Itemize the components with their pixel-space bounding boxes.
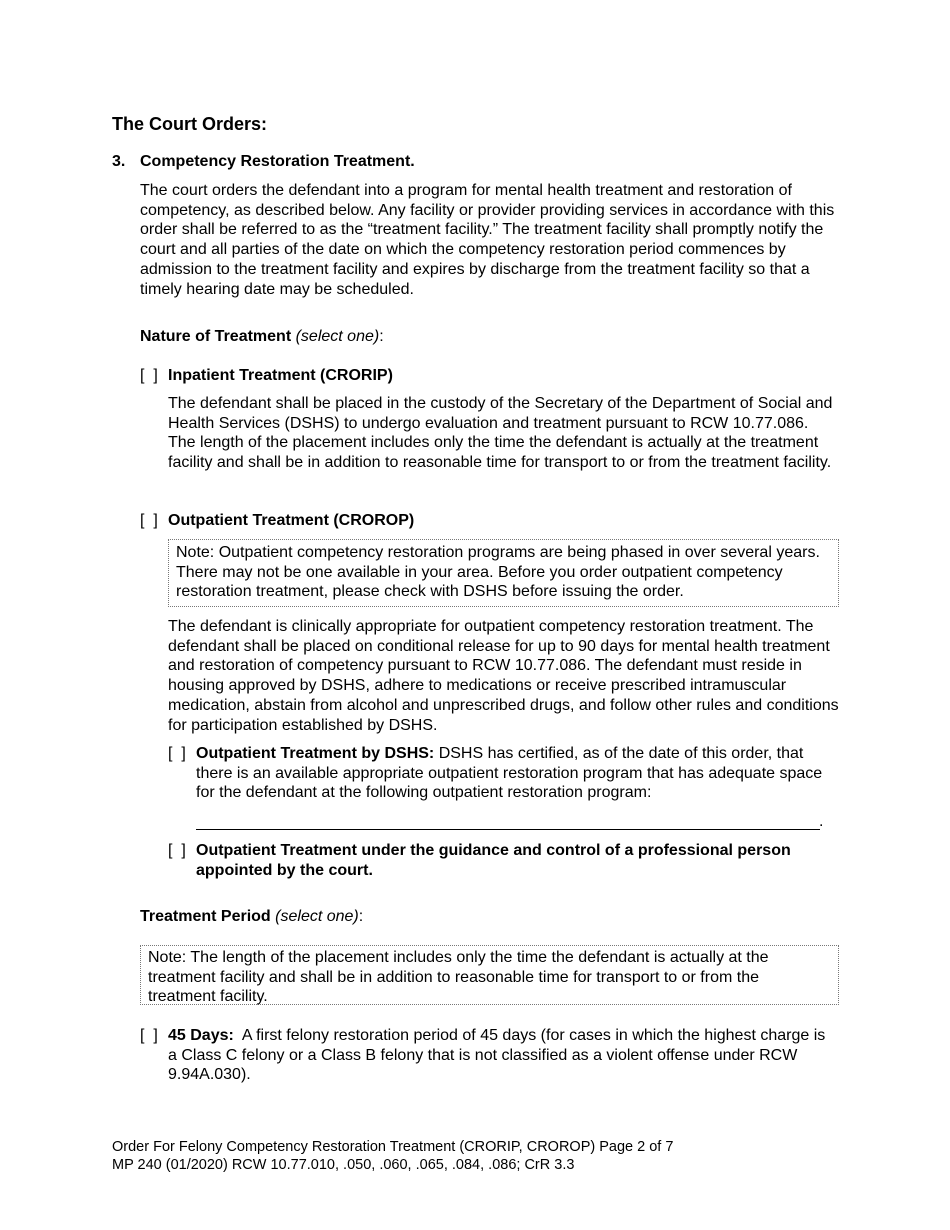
days45-title: 45 Days: [168,1027,234,1044]
nature-hint: (select one) [295,328,380,345]
outpatient-note-box [168,539,839,607]
inpatient-title: Inpatient Treatment (CRORIP) [168,367,393,384]
professional-checkbox[interactable]: [ ] [168,842,186,859]
program-name-field[interactable] [196,811,820,830]
outpatient-title: Outpatient Treatment (CROROP) [168,512,415,529]
nature-heading [140,327,384,347]
inpatient-body: The defendant shall be placed in the custody of the Secretary of the Department of Social and Health Services (DSHS) to undergo evaluation and treatment pursuant to RCW 10.77.086. The length of the placement includes only the time the defendant is actually at the treatment facility and shall be in addition to reasonable time for transport to or from the treatment facility. [168,395,833,472]
footer-line-2: MP 240 (01/2020) RCW 10.77.010, .050, .060, .065, .084, .086; CrR 3.3 [112,1157,575,1173]
program-period: . [819,813,824,830]
page-heading: The Court Orders: [112,114,268,134]
dshs-checkbox[interactable]: [ ] [168,745,186,762]
days45-checkbox[interactable]: [ ] [140,1027,158,1044]
footer-line-1: Order For Felony Competency Restoration Treatment (CRORIP, CROROP) Page 2 of 7 [112,1139,674,1155]
professional-title: Outpatient Treatment under the guidance and control of a professional person appointed by the court. [196,842,791,879]
dshs-text [196,744,826,803]
outpatient-checkbox[interactable]: [ ] [140,512,158,529]
dshs-title: Outpatient Treatment by DSHS: [196,745,435,762]
dshs-body: DSHS has certified, as of the date of this order, that there is an available appropriate outpatient restoration program that has adequate space for the defendant at the following outpatient restoration program: [196,745,823,802]
days45-body: A first felony restoration period of 45 days (for cases in which the highest charge is a Class C felony or a Class B felony that is not classified as a violent offense under RCW 9.94A.030). [168,1027,826,1084]
period-colon: : [358,908,364,925]
period-hint: (select one) [275,908,359,925]
section-body: The court orders the defendant into a program for mental health treatment and restoration of competency, as described below. Any facility or provider providing services in accordance with this order shall be referred to as the “treatment facility.” The treatment facility shall promptly notify the court and all parties of the date on which the competency restoration period commences by admission to the treatment facility and expires by discharge from the treatment facility so that a timely hearing date may be scheduled. [140,182,835,298]
nature-label: Nature of Treatment [140,328,292,345]
inpatient-checkbox[interactable]: [ ] [140,367,158,384]
days45-text [168,1026,828,1085]
nature-colon: : [379,328,384,345]
period-note-box [140,945,839,1005]
footer [112,1138,673,1174]
section-number: 3. [112,153,126,170]
outpatient-note: Note: Outpatient competency restoration programs are being phased in over several years. There may not be one available in your area. Before you order outpatient competency restoration treatment, please check with DSHS before issuing the order. [176,544,820,601]
section-title: Competency Restoration Treatment. [140,153,415,170]
outpatient-body: The defendant is clinically appropriate for outpatient competency restoration treatment. The defendant shall be placed on conditional release for up to 90 days for mental health treatment and restoration of competency pursuant to RCW 10.77.086. The defendant must reside in housing approved by DSHS, adhere to medications or receive prescribed intramuscular medication, abstain from alcohol and unprescribed drugs, and follow other rules and conditions for participation established by DSHS. [168,618,839,734]
period-note: Note: The length of the placement includes only the time the defendant is actually at the treatment facility and shall be in addition to reasonable time for transport to or from the treatment facility. [148,949,769,1006]
period-label: Treatment Period [140,908,271,925]
period-heading [140,907,363,927]
